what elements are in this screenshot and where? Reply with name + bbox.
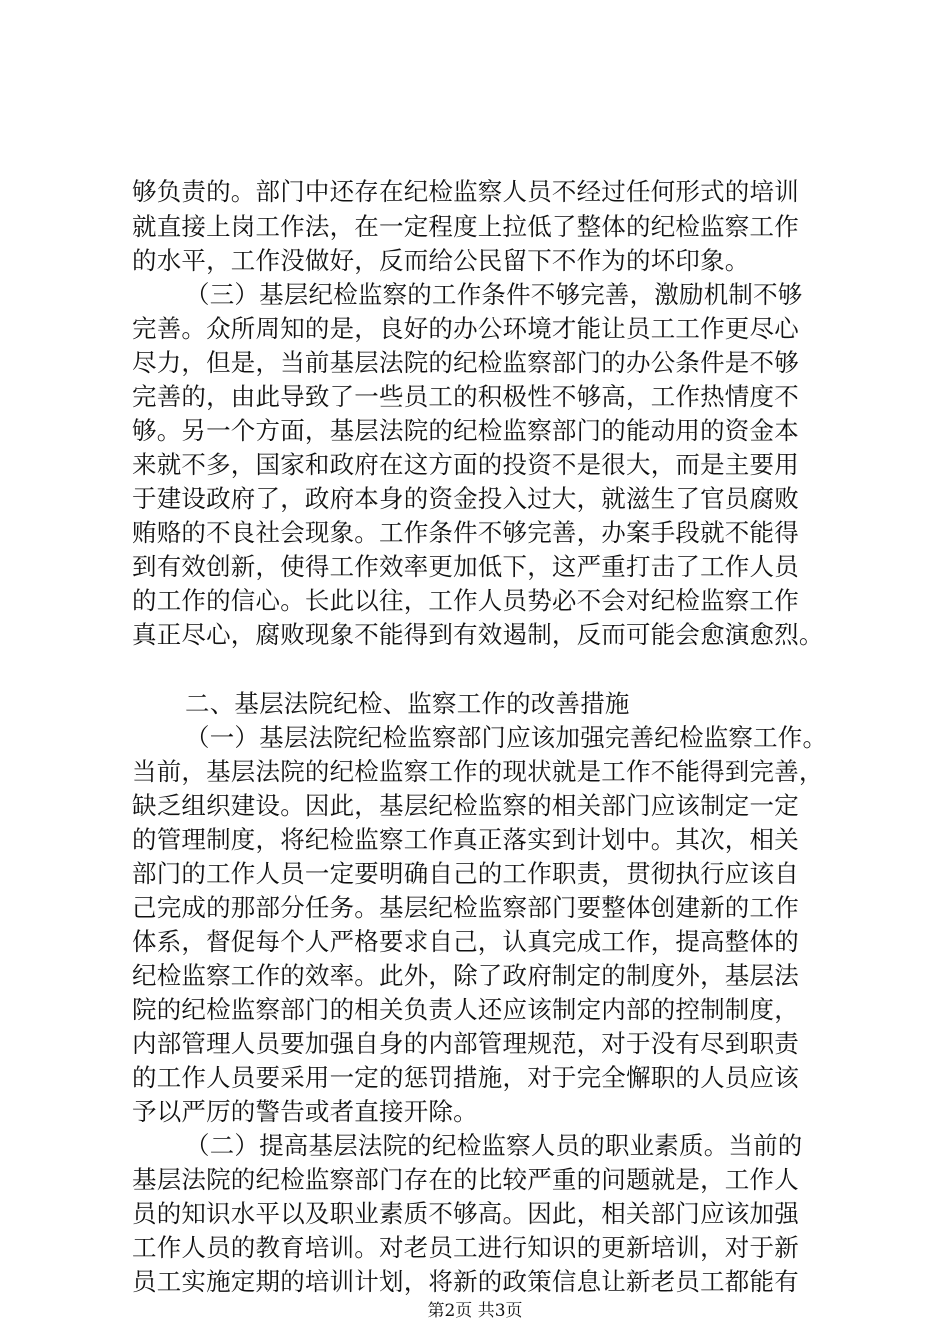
text-line: 的工作的信心。长此以往，工作人员势必不会对纪检监察工作 <box>132 586 799 615</box>
text-line: 己完成的那部分任务。基层纪检监察部门要整体创建新的工作 <box>132 893 799 922</box>
text-line: 体系，督促每个人严格要求自己，认真完成工作，提高整体的 <box>132 927 799 956</box>
paragraph-start-line: （三）基层纪检监察的工作条件不够完善，激励机制不够 <box>185 280 803 309</box>
text-line: 部门的工作人员一定要明确自己的工作职责，贯彻执行应该自 <box>132 859 799 888</box>
text-line: 缺乏组织建设。因此，基层纪检监察的相关部门应该制定一定 <box>132 791 799 820</box>
text-line: 当前，基层法院的纪检监察工作的现状就是工作不能得到完善， <box>132 757 824 786</box>
text-line: 予以严厉的警告或者直接开除。 <box>132 1097 478 1126</box>
paragraph-start-line: （二）提高基层法院的纪检监察人员的职业素质。当前的 <box>185 1131 803 1160</box>
text-line: 的管理制度，将纪检监察工作真正落实到计划中。其次，相关 <box>132 825 799 854</box>
text-line: 尽力，但是，当前基层法院的纪检监察部门的办公条件是不够 <box>132 348 799 377</box>
text-line: 够。另一个方面，基层法院的纪检监察部门的能动用的资金本 <box>132 416 799 445</box>
text-line: 完善的，由此导致了一些员工的积极性不够高，工作热情度不 <box>132 382 799 411</box>
paragraph-start-line: （一）基层法院纪检监察部门应该加强完善纪检监察工作。 <box>185 723 828 752</box>
text-line: 够负责的。部门中还存在纪检监察人员不经过任何形式的培训 <box>132 177 799 206</box>
text-line: 来就不多，国家和政府在这方面的投资不是很大，而是主要用 <box>132 450 799 479</box>
text-line: 的工作人员要采用一定的惩罚措施，对于完全懈职的人员应该 <box>132 1063 799 1092</box>
text-line: 工作人员的教育培训。对老员工进行知识的更新培训，对于新 <box>132 1233 799 1262</box>
text-line: 贿赂的不良社会现象。工作条件不够完善，办案手段就不能得 <box>132 518 799 547</box>
page-number-footer: 第2页 共3页 <box>427 1301 523 1321</box>
text-line: 就直接上岗工作法，在一定程度上拉低了整体的纪检监察工作 <box>132 212 799 241</box>
text-line: 院的纪检监察部门的相关负责人还应该制定内部的控制制度， <box>132 995 799 1024</box>
text-line: 员工实施定期的培训计划，将新的政策信息让新老员工都能有 <box>132 1267 799 1296</box>
text-line: 的水平，工作没做好，反而给公民留下不作为的坏印象。 <box>132 246 750 275</box>
text-line: 真正尽心，腐败现象不能得到有效遏制，反而可能会愈演愈烈。 <box>132 620 824 649</box>
text-line: 员的知识水平以及职业素质不够高。因此，相关部门应该加强 <box>132 1199 799 1228</box>
section-heading: 二、基层法院纪检、监察工作的改善措施 <box>185 689 630 718</box>
text-line: 纪检监察工作的效率。此外，除了政府制定的制度外，基层法 <box>132 961 799 990</box>
text-line: 完善。众所周知的是，良好的办公环境才能让员工工作更尽心 <box>132 314 799 343</box>
text-line: 基层法院的纪检监察部门存在的比较严重的问题就是，工作人 <box>132 1165 799 1194</box>
text-line: 内部管理人员要加强自身的内部管理规范，对于没有尽到职责 <box>132 1029 799 1058</box>
text-line: 到有效创新，使得工作效率更加低下，这严重打击了工作人员 <box>132 552 799 581</box>
text-line: 于建设政府了，政府本身的资金投入过大，就滋生了官员腐败 <box>132 484 799 513</box>
